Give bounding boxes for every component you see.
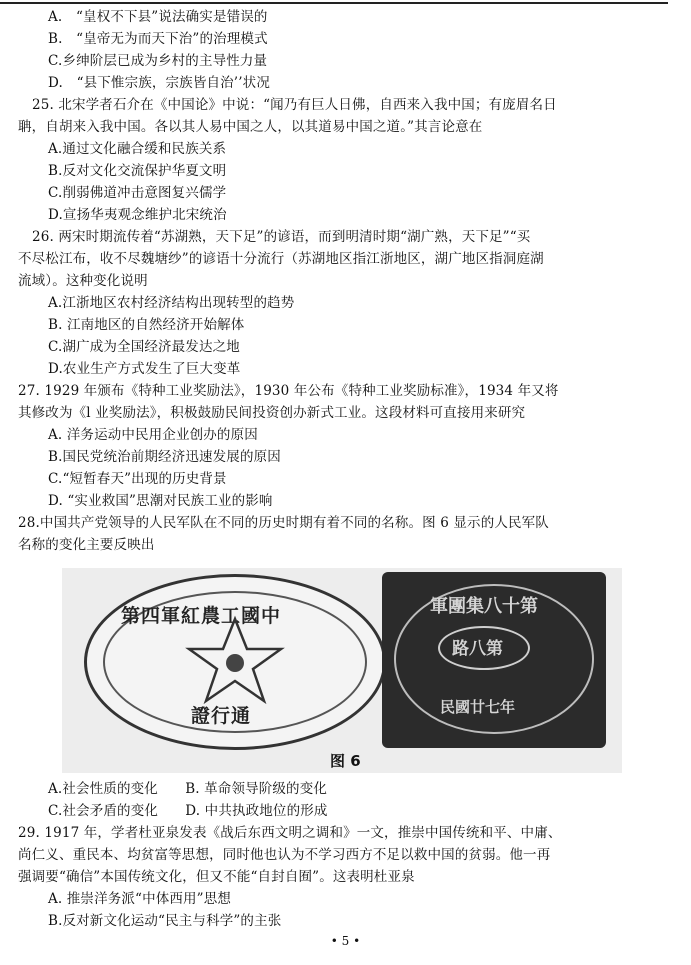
text-line: A. 推崇洋务派“中体西用”思想	[48, 891, 232, 907]
text-line: 29. 1917 年，学者杜亚泉发表《战后东西文明之调和》一文，推崇中国传统和平、中庸、	[18, 825, 562, 841]
text-line: C.湖广成为全国经济最发达之地	[48, 339, 240, 355]
text-line: D.农业生产方式发生了巨大变革	[48, 361, 241, 377]
figure-6	[62, 568, 622, 773]
text-line: 名称的变化主要反映出	[18, 537, 155, 553]
text-line: A. “皇权不下县”说法确实是错误的	[48, 9, 268, 25]
text-line: 尚仁义、重民本、均贫富等思想，同时他也认为不学习西方不足以救中国的贫弱。他一再	[18, 847, 551, 863]
seal-top-text: 第四軍紅農工國中	[121, 605, 282, 627]
text-line: 聃，自胡来入我中国。各以其人易中国之人，以其道易中国之道。”其言论意在	[18, 119, 483, 135]
text-line: 不尽松江布，收不尽魏塘纱”的谚语十分流行（苏湖地区指江浙地区，湖广地区指洞庭湖	[18, 251, 544, 267]
seal-bottom-text: 民國廿七年	[440, 698, 516, 716]
eighth-route-army-seal	[382, 572, 606, 748]
text-line: 强调要“确信”本国传统文化，但又不能“自封自囿”。这表明杜亚泉	[18, 869, 415, 885]
text-line: 26. 两宋时期流传着“苏湖熟，天下足”的谚语，而到明清时期“湖广熟，天下足”“买	[32, 229, 531, 245]
text-line: B.国民党统治前期经济迅速发展的原因	[48, 449, 281, 465]
seal-bottom-text: 證行通	[191, 705, 252, 727]
text-line: C.乡绅阶层已成为乡村的主导性力量	[48, 53, 268, 69]
seal-top-text: 軍團集八十第	[430, 596, 538, 617]
text-line: A. 洋务运动中民用企业创办的原因	[48, 427, 258, 443]
text-line: D. “县下惟宗族，宗族皆自治’’状况	[48, 75, 270, 91]
text-line: B.反对文化交流保护华夏文明	[48, 163, 227, 179]
text-line: 25. 北宋学者石介在《中国论》中说：“闻乃有巨人日佛，自西来入我中国；有庞眉名日	[32, 97, 557, 113]
text-line: C.“短暂春天”出现的历史背景	[48, 471, 227, 487]
text-line: A.社会性质的变化 B. 革命领导阶级的变化	[48, 781, 327, 797]
text-line: B.反对新文化运动“民主与科学”的主张	[48, 913, 282, 929]
star-emblem-icon	[185, 615, 285, 705]
text-line: B. 江南地区的自然经济开始解体	[48, 317, 245, 333]
page-number: • 5 •	[330, 934, 361, 948]
text-line: C.削弱佛道冲击意图复兴儒学	[48, 185, 227, 201]
text-line: D. “实业救国”思潮对民族工业的影响	[48, 493, 273, 509]
text-line: D.宣扬华夷观念维护北宋统治	[48, 207, 227, 223]
text-line: 其修改为《l 业奖励法》，积极鼓励民间投资创办新式工业。这段材料可直接用来研究	[18, 405, 526, 421]
text-line: C.社会矛盾的变化 D. 中共执政地位的形成	[48, 803, 328, 819]
text-line: 27. 1929 年颁布《特种工业奖励法》，1930 年公布《特种工业奖励标准》，1934 年又将	[18, 383, 559, 399]
text-line: 28.中国共产党领导的人民军队在不同的历史时期有着不同的名称。图 6 显示的人民军队	[18, 515, 549, 531]
text-line: B. “皇帝无为而天下治”的治理模式	[48, 31, 268, 47]
seal-center-text: 路八第	[452, 639, 503, 659]
top-rule	[0, 2, 668, 4]
figure-caption: 图 6	[330, 752, 361, 770]
text-line: A.江浙地区农村经济结构出现转型的趋势	[48, 295, 295, 311]
text-line: 流域）。这种变化说明	[18, 273, 148, 289]
text-line: A.通过文化融合缓和民族关系	[48, 141, 227, 157]
red-army-pass-seal	[84, 574, 386, 750]
